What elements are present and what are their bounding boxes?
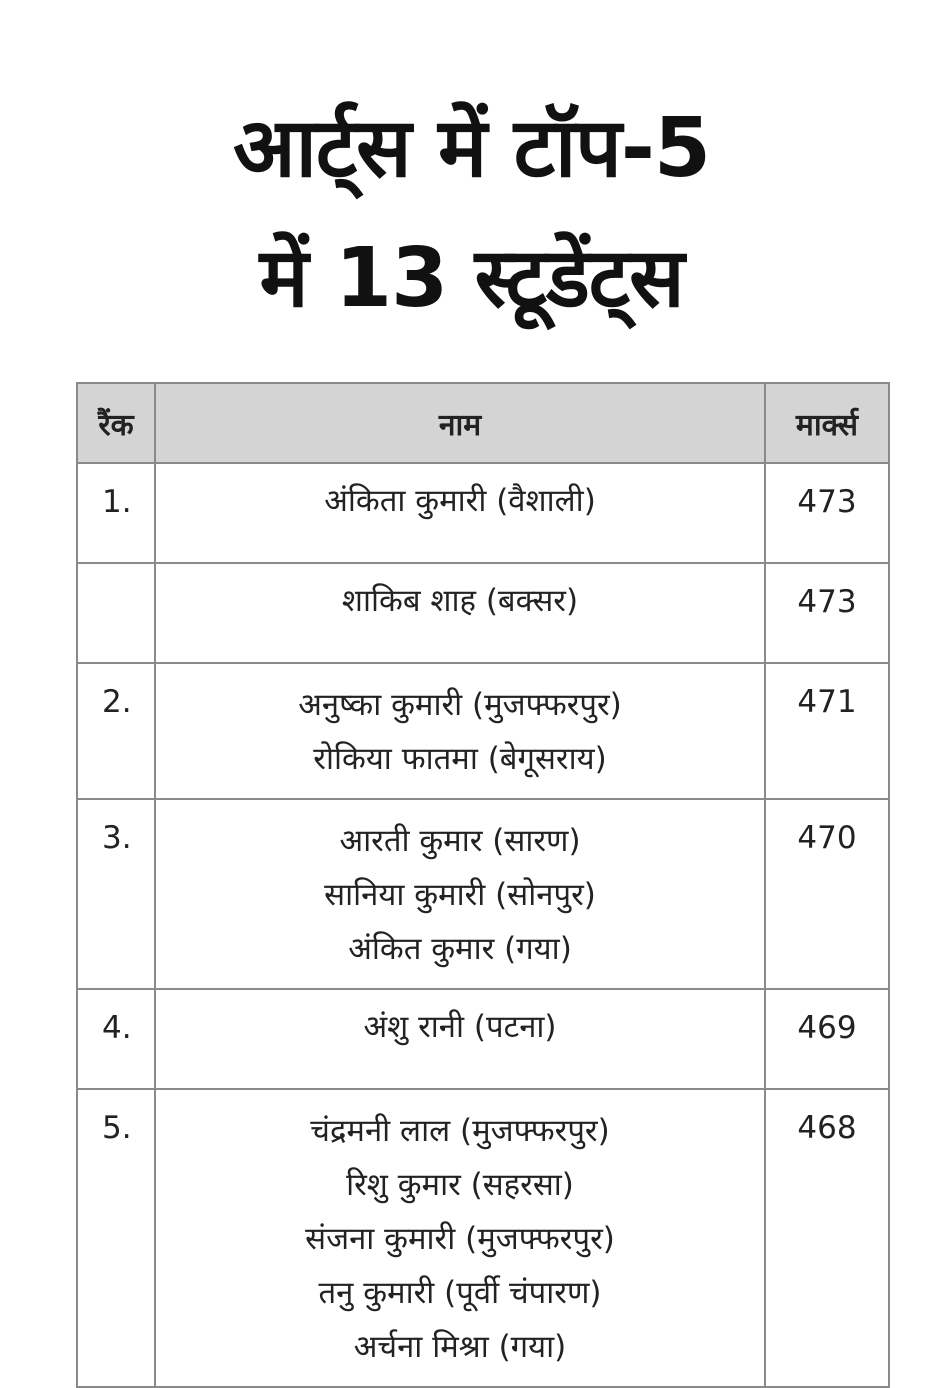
student-name: अंशु रानी (पटना) — [363, 1009, 557, 1045]
marks-cell: 471 — [765, 663, 889, 799]
rank-cell: 4. — [77, 989, 155, 1089]
marks-cell: 470 — [765, 799, 889, 989]
student-name: रोकिया फातमा (बेगूसराय) — [313, 741, 607, 777]
name-cell — [155, 799, 765, 989]
rank-cell: 5. — [77, 1089, 155, 1387]
table-row — [77, 463, 889, 563]
student-name: आरती कुमार (सारण) — [339, 823, 581, 859]
table-row — [77, 1089, 889, 1387]
header-marks: मार्क्स — [765, 383, 889, 463]
rank-cell — [77, 563, 155, 663]
table-row — [77, 799, 889, 989]
table-header-row — [77, 383, 889, 463]
student-name: अर्चना मिश्रा (गया) — [353, 1329, 567, 1365]
table-row — [77, 663, 889, 799]
marks-cell: 468 — [765, 1089, 889, 1387]
rank-cell: 1. — [77, 463, 155, 563]
header-rank: रैंक — [77, 383, 155, 463]
table-row — [77, 563, 889, 663]
name-cell — [155, 989, 765, 1089]
name-cell — [155, 463, 765, 563]
marks-cell: 473 — [765, 463, 889, 563]
rank-cell: 3. — [77, 799, 155, 989]
student-name: अंकिता कुमारी (वैशाली) — [324, 483, 596, 519]
student-name: चंद्रमनी लाल (मुजफ्फरपुर) — [310, 1113, 610, 1149]
toppers-table — [76, 382, 890, 1388]
name-cell — [155, 663, 765, 799]
student-name: अंकित कुमार (गया) — [348, 931, 572, 967]
student-name: संजना कुमारी (मुजफ्फरपुर) — [305, 1221, 615, 1257]
table-row — [77, 989, 889, 1089]
rank-cell: 2. — [77, 663, 155, 799]
marks-cell: 469 — [765, 989, 889, 1089]
table-body — [77, 463, 889, 1387]
headline-line-1: आर्ट्स में टॉप-5 — [233, 101, 710, 196]
student-name: सानिया कुमारी (सोनपुर) — [324, 877, 596, 913]
name-cell — [155, 563, 765, 663]
student-name: तनु कुमारी (पूर्वी चंपारण) — [318, 1275, 602, 1311]
student-name: रिशु कुमार (सहरसा) — [346, 1167, 574, 1203]
student-name: शाकिब शाह (बक्सर) — [341, 583, 579, 619]
header-name: नाम — [155, 383, 765, 463]
student-name: अनुष्का कुमारी (मुजफ्फरपुर) — [298, 687, 622, 723]
headline-line-2: में 13 स्टूडेंट्स — [259, 231, 684, 326]
marks-cell: 473 — [765, 563, 889, 663]
toppers-table-container — [76, 382, 888, 1388]
name-cell — [155, 1089, 765, 1387]
